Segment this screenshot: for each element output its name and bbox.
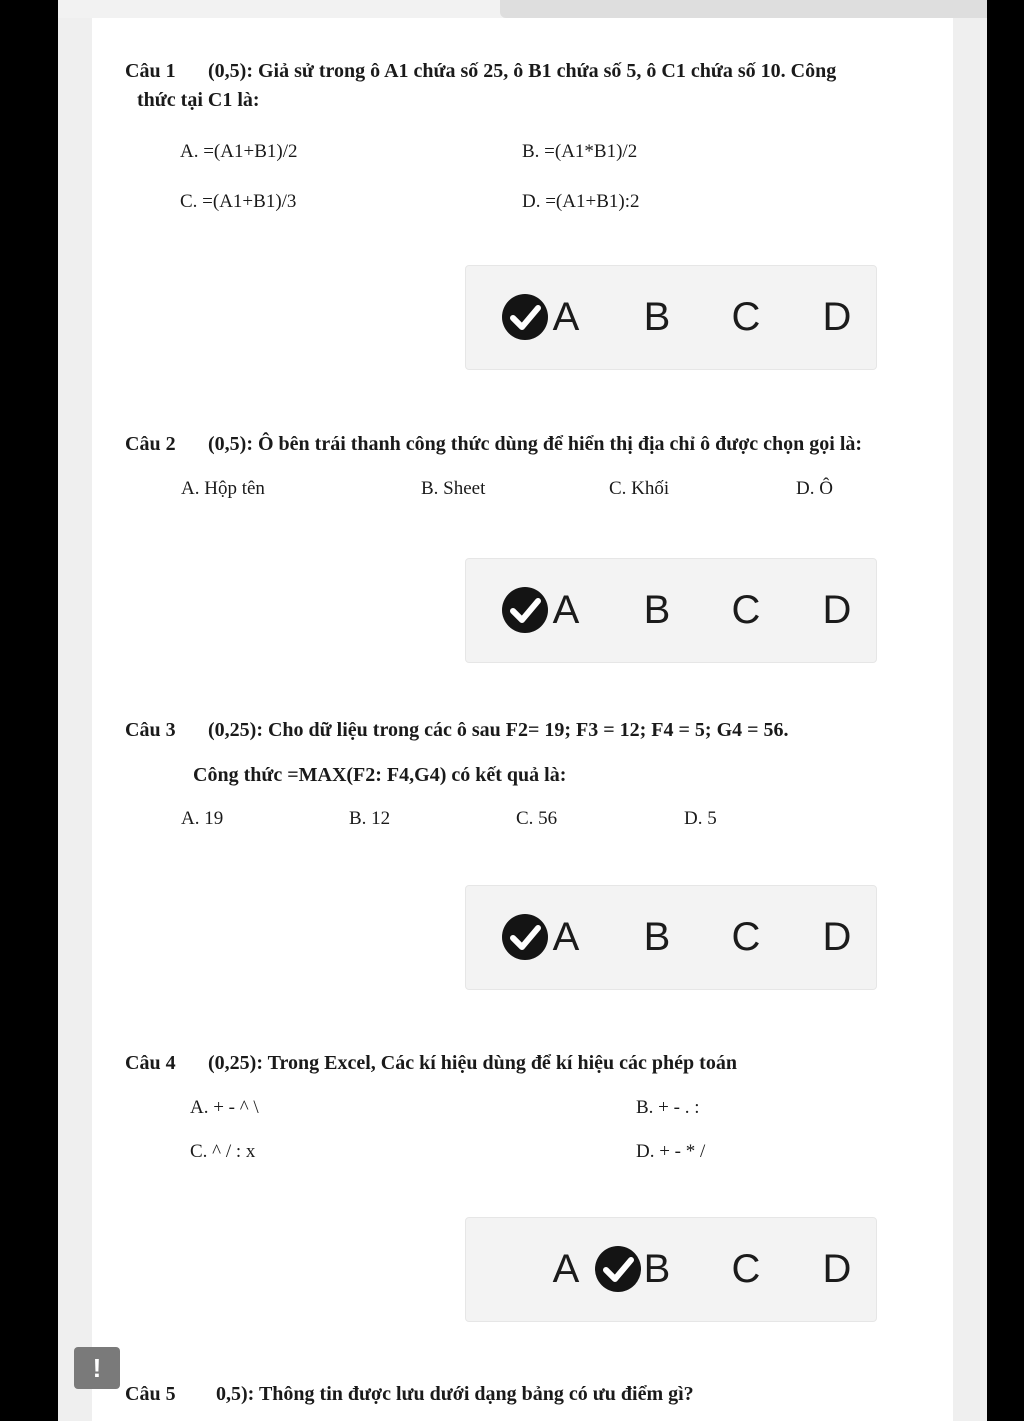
answer-choice-c[interactable]: C xyxy=(731,295,761,339)
answer-choice-d[interactable]: D xyxy=(822,588,852,632)
question-2-option-b: B. Sheet xyxy=(421,478,486,499)
answer-choice-d[interactable]: D xyxy=(822,915,852,959)
question-2-label: Câu 2 xyxy=(125,433,176,455)
question-1-option-a: A. =(A1+B1)/2 xyxy=(180,141,298,162)
answer-choice-a[interactable]: A xyxy=(552,588,580,632)
question-4-option-b: B. + - . : xyxy=(636,1097,700,1118)
question-1-text: (0,5): Giả sử trong ô A1 chứa số 25, ô B1 chứa số 5, ô C1 chứa số 10. Công xyxy=(208,60,837,82)
question-3-label: Câu 3 xyxy=(125,719,176,741)
question-1-text-cont: thức tại C1 là: xyxy=(137,89,260,111)
answer-card-3 xyxy=(465,885,877,990)
question-3-option-d: D. 5 xyxy=(684,808,717,829)
question-4-text: (0,25): Trong Excel, Các kí hiệu dùng để kí hiệu các phép toán xyxy=(208,1052,737,1074)
answer-choice-c[interactable]: C xyxy=(731,1247,761,1291)
question-3-option-b: B. 12 xyxy=(349,808,391,829)
answer-choice-b[interactable]: B xyxy=(643,915,671,959)
top-bar-tab xyxy=(500,0,987,18)
question-1-option-c: C. =(A1+B1)/3 xyxy=(180,191,297,212)
question-1-option-d: D. =(A1+B1):2 xyxy=(522,191,640,212)
answer-card-1 xyxy=(465,265,877,370)
question-3-text-cont: Công thức =MAX(F2: F4,G4) có kết quả là: xyxy=(193,764,567,786)
question-5-label: Câu 5 xyxy=(125,1383,176,1405)
exclamation-icon[interactable]: ! xyxy=(74,1347,120,1389)
answer-choice-a[interactable]: A xyxy=(552,915,580,959)
answer-choice-b[interactable]: B xyxy=(643,588,671,632)
question-2-text: (0,5): Ô bên trái thanh công thức dùng để hiển thị địa chỉ ô được chọn gọi là: xyxy=(208,433,863,455)
question-3-option-a: A. 19 xyxy=(181,808,224,829)
question-5-text: 0,5): Thông tin được lưu dưới dạng bảng có ưu điểm gì? xyxy=(216,1383,694,1405)
question-4-option-a: A. + - ^ \ xyxy=(190,1097,259,1118)
answer-card-4 xyxy=(465,1217,877,1322)
answer-choice-a[interactable]: A xyxy=(552,295,580,339)
question-4-label: Câu 4 xyxy=(125,1052,176,1074)
answer-choice-b[interactable]: B xyxy=(643,1247,671,1291)
question-2-option-c: C. Khối xyxy=(609,478,670,499)
question-4-option-c: C. ^ / : x xyxy=(190,1141,256,1162)
question-1-option-b: B. =(A1*B1)/2 xyxy=(522,141,638,162)
answer-card-2 xyxy=(465,558,877,663)
question-4-option-d: D. + - * / xyxy=(636,1141,706,1162)
answer-choice-a[interactable]: A xyxy=(552,1247,580,1291)
answer-choice-d[interactable]: D xyxy=(822,295,852,339)
answer-choice-b[interactable]: B xyxy=(643,295,671,339)
answer-choice-d[interactable]: D xyxy=(822,1247,852,1291)
question-1-label: Câu 1 xyxy=(125,60,176,82)
answer-choice-c[interactable]: C xyxy=(731,915,761,959)
question-2-option-a: A. Hộp tên xyxy=(181,478,265,499)
answer-choice-c[interactable]: C xyxy=(731,588,761,632)
question-3-option-c: C. 56 xyxy=(516,808,558,829)
question-2-option-d: D. Ô xyxy=(796,478,833,499)
question-3-text: (0,25): Cho dữ liệu trong các ô sau F2= 19; F3 = 12; F4 = 5; G4 = 56. xyxy=(208,719,789,741)
